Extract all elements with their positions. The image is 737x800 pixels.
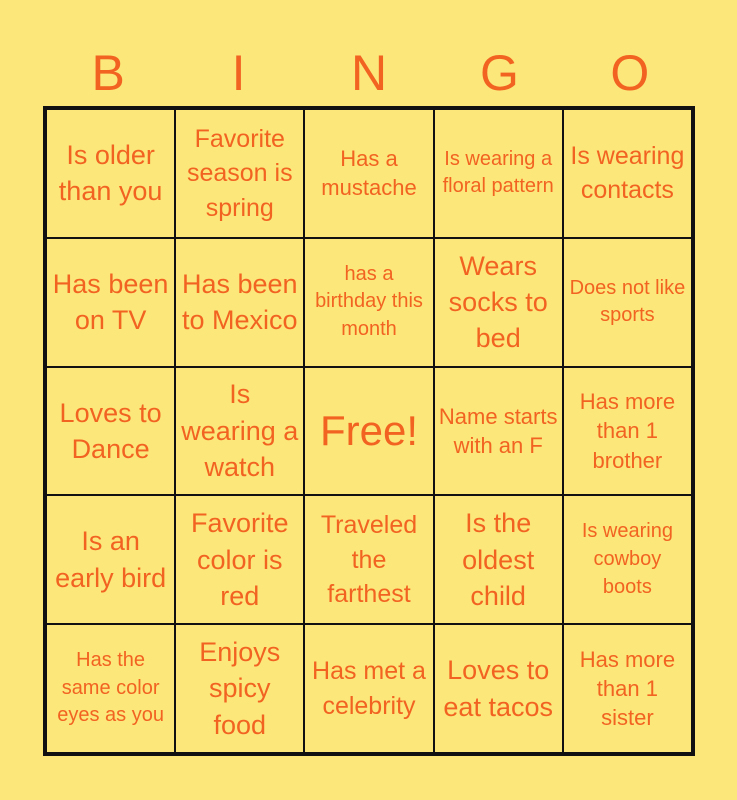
free-space-cell[interactable] (304, 367, 433, 496)
bingo-cell[interactable] (434, 238, 563, 367)
bingo-cell[interactable] (304, 624, 433, 753)
bingo-board (43, 106, 695, 756)
bingo-cell[interactable] (175, 109, 304, 238)
cell-label: Has more than 1 sister (579, 647, 676, 731)
cell-label: Does not like sports (569, 276, 686, 327)
cell-label: Is wearing a watch (181, 379, 299, 483)
cell-label: Is wearing cowboy boots (581, 520, 673, 598)
cell-label: Has more than 1 brother (579, 389, 676, 473)
cell-label: Favorite season is spring (186, 124, 293, 222)
header-letter-b: B (91, 45, 125, 101)
bingo-cell[interactable] (563, 109, 692, 238)
bingo-cell[interactable] (304, 495, 433, 624)
cell-label: Has the same color eyes as you (57, 649, 164, 727)
bingo-cell[interactable] (46, 367, 175, 496)
cell-label: Has been to Mexico (181, 268, 298, 336)
cell-label: Is older than you (58, 139, 163, 207)
cell-label: Is wearing a floral pattern (442, 147, 554, 198)
cell-label: Traveled the farthest (320, 511, 418, 609)
cell-label: Loves to eat tacos (443, 655, 553, 722)
cell-label: Is an early bird (55, 526, 167, 593)
bingo-header (43, 40, 695, 106)
cell-label: Wears socks to bed (448, 250, 548, 354)
bingo-cell[interactable] (175, 624, 304, 753)
bingo-cell[interactable] (563, 624, 692, 753)
bingo-cell[interactable] (434, 495, 563, 624)
header-letter-o: O (610, 45, 650, 101)
bingo-cell[interactable] (175, 238, 304, 367)
bingo-cell[interactable] (46, 624, 175, 753)
bingo-cell[interactable] (434, 624, 563, 753)
bingo-cell[interactable] (563, 238, 692, 367)
cell-label: Favorite color is red (191, 508, 289, 611)
bingo-cell[interactable] (563, 495, 692, 624)
cell-label: Name starts with an F (438, 403, 558, 458)
cell-label: has a birthday this month (315, 262, 423, 340)
bingo-cell[interactable] (46, 109, 175, 238)
cell-label: Has been on TV (52, 268, 169, 336)
bingo-cell[interactable] (46, 238, 175, 367)
bingo-cell[interactable] (304, 238, 433, 367)
cell-label: Is wearing contacts (570, 141, 685, 205)
cell-label: Has met a celebrity (312, 657, 426, 720)
cell-label: Has a mustache (321, 146, 417, 201)
free-space-label: Free! (319, 406, 418, 454)
bingo-cell[interactable] (175, 367, 304, 496)
header-letter-i: I (231, 45, 246, 101)
bingo-cell[interactable] (563, 367, 692, 496)
header-letter-g: G (479, 45, 519, 101)
bingo-cell[interactable] (434, 109, 563, 238)
bingo-cell[interactable] (175, 495, 304, 624)
bingo-cell[interactable] (434, 367, 563, 496)
bingo-cell[interactable] (46, 495, 175, 624)
header-letter-n: N (350, 45, 388, 101)
cell-label: Is the oldest child (462, 508, 535, 611)
cell-label: Enjoys spicy food (199, 636, 281, 740)
bingo-cell[interactable] (304, 109, 433, 238)
cell-label: Loves to Dance (59, 397, 162, 464)
